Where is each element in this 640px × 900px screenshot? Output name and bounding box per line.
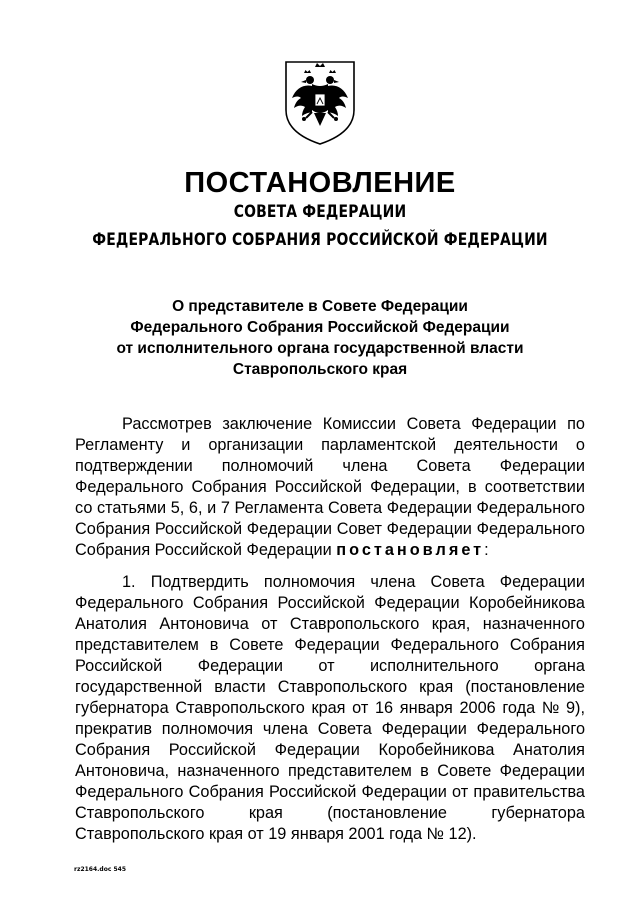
issuer-line-1: СОВЕТА ФЕДЕРАЦИИ <box>233 202 407 222</box>
word: по <box>567 415 585 433</box>
word: года <box>502 699 536 717</box>
word: Коробейникова <box>378 741 495 759</box>
word: края, <box>431 615 471 633</box>
word: члена <box>370 573 416 591</box>
word: Собрания <box>188 783 264 801</box>
paragraph-line <box>75 740 585 761</box>
word: Федерации <box>499 457 585 475</box>
word: деятельности <box>454 436 558 454</box>
word: Совете <box>229 636 284 654</box>
word: прекратив <box>75 720 153 738</box>
word: органа <box>534 657 585 675</box>
paragraph-line <box>75 593 585 614</box>
word: от <box>318 657 335 675</box>
word: Анатолия <box>75 615 147 633</box>
document-subject <box>60 296 580 380</box>
paragraph-line <box>75 414 585 435</box>
word: Федерального <box>476 720 585 738</box>
word: Коробейникова <box>469 594 585 612</box>
word: Федерации <box>471 415 557 433</box>
paragraph-line <box>75 614 585 635</box>
word: Собрания <box>192 594 269 612</box>
paragraph-line <box>75 803 585 824</box>
word: члена <box>262 720 308 738</box>
file-code: rz2164.doc 545 <box>74 866 127 873</box>
word: подтверждении <box>75 457 193 475</box>
word: № <box>541 699 560 717</box>
coat-of-arms-icon <box>282 58 358 146</box>
document-title: ПОСТАНОВЛЕНИЕ <box>184 167 456 199</box>
word: Федерального <box>75 594 184 612</box>
word: Совете <box>437 762 492 780</box>
word: губернатора <box>75 699 169 717</box>
word: государственной <box>75 678 203 696</box>
word: полномочия <box>263 573 356 591</box>
word: Регламента <box>234 499 324 517</box>
paragraph-line <box>75 719 585 740</box>
word: Федерального <box>476 499 585 517</box>
word: от <box>452 783 469 801</box>
word: Совета <box>406 415 461 433</box>
word: Совет <box>336 520 382 538</box>
word: 2006 <box>459 699 496 717</box>
word: края <box>248 804 283 822</box>
word: Комиссии <box>322 415 397 433</box>
word: 9), <box>565 699 585 717</box>
word: (постановление <box>465 678 585 696</box>
issuer-line-2: ФЕДЕРАЛЬНОГО СОБРАНИЯ РОССИЙСКОЙ ФЕДЕРАЦИИ <box>92 230 548 250</box>
word: Федерального <box>75 478 184 496</box>
word: Российской <box>75 657 163 675</box>
word: полномочия <box>161 720 254 738</box>
word: представителем <box>287 762 412 780</box>
word: назначенного <box>482 615 585 633</box>
word: заключение <box>222 415 313 433</box>
word: Федерации <box>246 520 333 538</box>
word: Федерации <box>294 636 380 654</box>
word: Российской <box>154 520 243 538</box>
paragraph-line <box>75 435 585 456</box>
word: Антоновича, <box>75 762 170 780</box>
word: исполнительного <box>369 657 499 675</box>
word: Ставропольского <box>289 615 420 633</box>
word: Российской <box>168 741 257 759</box>
word: со <box>75 499 93 517</box>
word: 1. <box>122 573 136 591</box>
word: Федерации <box>374 594 460 612</box>
word: 6, <box>188 499 203 517</box>
word: Рассмотрев <box>122 415 212 433</box>
word: Собрания <box>75 520 151 538</box>
word: Совета <box>317 720 372 738</box>
subject-line: О представителе в Совете Федерации <box>172 298 468 315</box>
word: Федерации <box>274 741 360 759</box>
paragraph-text: Собрания Российской Федерации <box>75 541 337 559</box>
word: Федерации <box>361 783 447 801</box>
word: власти <box>214 678 266 696</box>
paragraph-line <box>75 498 585 519</box>
word: 16 <box>374 699 394 717</box>
word: Федерации <box>386 520 472 538</box>
paragraph-text: : <box>484 541 489 559</box>
word: и <box>207 499 217 517</box>
paragraph-line <box>75 656 585 677</box>
preamble-paragraph <box>75 414 585 561</box>
paragraph-line <box>75 782 585 803</box>
word: и <box>181 436 191 454</box>
word: назначенного <box>177 762 280 780</box>
word: о <box>575 436 585 454</box>
word: статьями <box>96 499 167 517</box>
paragraph-line: Ставропольского края от 19 января 2001 года № 12). <box>75 825 477 843</box>
paragraph-line <box>75 456 585 477</box>
word: Федерации, <box>370 478 460 496</box>
paragraph-line <box>75 677 585 698</box>
word: Собрания <box>75 741 151 759</box>
word: края <box>311 699 346 717</box>
paragraph-line <box>75 698 585 719</box>
word: представителем <box>75 636 199 654</box>
word: Федерального <box>390 636 499 654</box>
word: правительства <box>473 783 585 801</box>
word: соответствии <box>484 478 585 496</box>
word: 7 <box>220 499 230 517</box>
word: Совета <box>430 573 485 591</box>
word: Федерации <box>386 499 472 517</box>
word: Анатолия <box>513 741 585 759</box>
word: Федерации <box>197 657 283 675</box>
word: члена <box>342 457 388 475</box>
word: Федерального <box>75 783 184 801</box>
word: 5, <box>170 499 185 517</box>
subject-line: Федерального Собрания Российской Федерации <box>130 319 510 336</box>
word: в <box>467 478 477 496</box>
word: Ставропольского <box>75 804 205 822</box>
paragraph-line <box>75 540 585 561</box>
word: в <box>420 762 429 780</box>
word: губернатора <box>491 804 585 822</box>
paragraph-line <box>75 477 585 498</box>
paragraph-line <box>75 572 585 593</box>
word: (постановление <box>327 804 447 822</box>
word: Российской <box>269 783 357 801</box>
word: в <box>209 636 219 654</box>
word: января <box>399 699 453 717</box>
word: парламентской <box>321 436 437 454</box>
resolution-item-1 <box>75 572 585 845</box>
word: Федерального <box>476 520 585 538</box>
word: организации <box>208 436 304 454</box>
word: Собрания <box>191 478 267 496</box>
word: Федерации <box>499 573 585 591</box>
word: от <box>352 699 369 717</box>
subject-line: от исполнительного органа государственной власти <box>116 340 524 357</box>
word: Российской <box>274 478 363 496</box>
paragraph-line <box>75 635 585 656</box>
word: Антоновича <box>159 615 249 633</box>
word: Ставропольского <box>175 699 305 717</box>
word: Совета <box>416 457 471 475</box>
word: от <box>261 615 278 633</box>
word: Регламенту <box>75 436 164 454</box>
word: Федерации <box>499 762 585 780</box>
resolution-keyword: постановляет <box>336 541 485 559</box>
word: Федерации <box>381 720 467 738</box>
paragraph-line <box>75 761 585 782</box>
word: Российской <box>277 594 365 612</box>
word: полномочий <box>221 457 314 475</box>
paragraph-line <box>75 519 585 540</box>
word: Подтвердить <box>150 573 249 591</box>
word: Собрания <box>509 636 585 654</box>
subject-line: Ставропольского края <box>232 361 408 378</box>
word: Ставропольского <box>277 678 408 696</box>
word: края <box>419 678 454 696</box>
word: Совета <box>327 499 383 517</box>
